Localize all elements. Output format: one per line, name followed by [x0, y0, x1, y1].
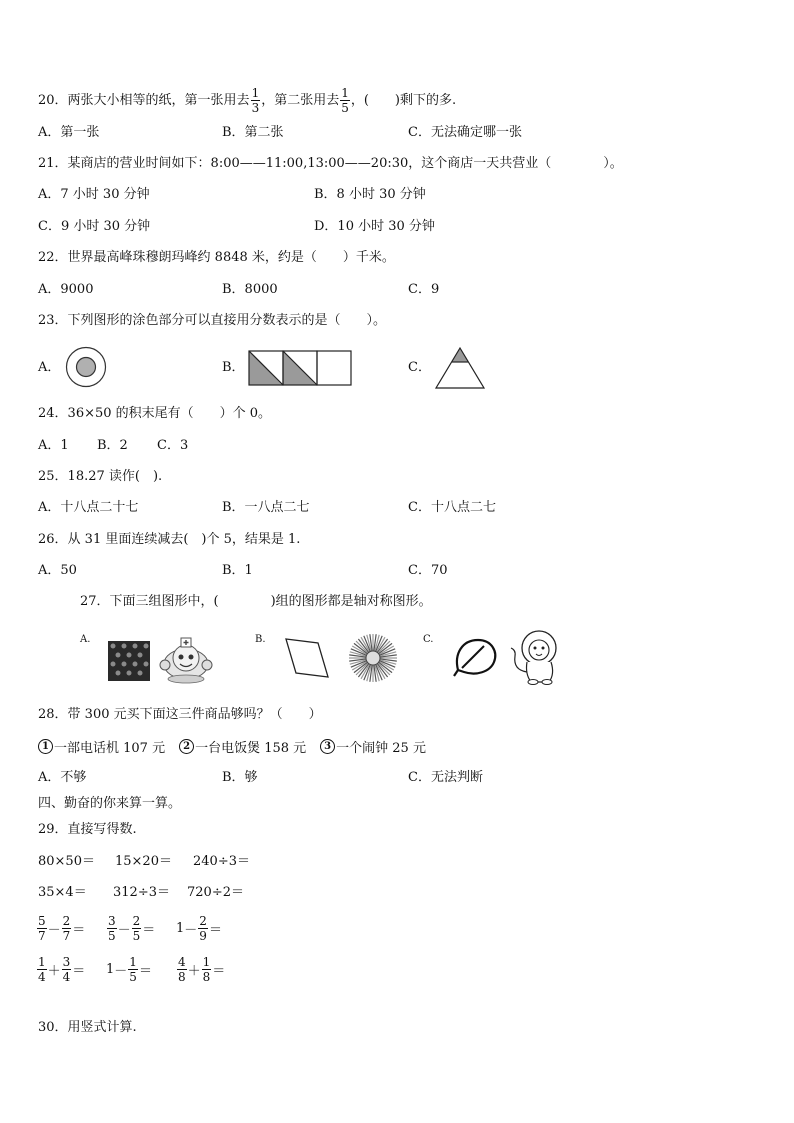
fraction-equation — [36, 914, 85, 943]
fraction — [202, 955, 212, 984]
fraction — [128, 955, 138, 984]
list-item — [179, 737, 306, 756]
question-24: 24．36×50 的积末尾有（ ）个 0。 — [38, 406, 272, 421]
equation: 240÷3＝ — [193, 854, 250, 869]
equation: 35×4＝ — [38, 885, 87, 900]
fraction-equation — [176, 914, 222, 943]
question-30: 30．用竖式计算. — [38, 1020, 137, 1035]
equals: ＝ — [138, 964, 152, 979]
fraction-equation — [106, 914, 155, 943]
option-c[interactable]: C．9 小时 30 分钟 — [38, 219, 151, 234]
group-c-label[interactable]: C. — [423, 634, 434, 645]
option-a-label[interactable]: A． — [38, 360, 61, 375]
denominator: 7 — [62, 929, 71, 943]
fraction — [340, 86, 350, 115]
question-20 — [38, 86, 456, 115]
equation: 720÷2＝ — [187, 885, 244, 900]
numerator: 2 — [62, 914, 71, 928]
item-list — [38, 737, 426, 756]
circled-number: 3 — [320, 739, 335, 754]
option-c-label[interactable]: C． — [408, 360, 431, 375]
equals: ＝ — [72, 923, 86, 938]
equation: 80×50＝ — [38, 854, 95, 869]
option-a[interactable]: A．9000 — [38, 282, 94, 297]
three-squares-figure[interactable] — [248, 350, 352, 386]
question-28: 28．带 300 元买下面这三件商品够吗？（ ） — [38, 707, 322, 722]
question-21: 21．某商店的营业时间如下：8:00——11:00,13:00——20:30，这个商店一天共营业（ ）。 — [38, 156, 623, 171]
circled-number: 2 — [179, 739, 194, 754]
numerator: 1 — [251, 86, 260, 100]
list-item — [38, 737, 165, 756]
question-text: 两张大小相等的纸，第一张用去 — [67, 93, 250, 108]
option-b[interactable]: B．2 — [97, 438, 128, 453]
numerator: 4 — [178, 955, 186, 969]
lion-image — [505, 628, 563, 686]
numerator: 3 — [62, 955, 71, 969]
numerator: 1 — [202, 955, 211, 969]
option-c[interactable]: C．十八点二七 — [408, 500, 496, 515]
item-text: 一台电饭煲 158 元 — [195, 741, 307, 756]
denominator: 5 — [108, 929, 116, 943]
item-text: 一部电话机 107 元 — [54, 741, 166, 756]
operator: － — [117, 923, 131, 938]
section-title: 四、勤奋的你来算一算。 — [38, 796, 182, 811]
option-b[interactable]: B．8 小时 30 分钟 — [314, 187, 426, 202]
fraction-equation — [176, 955, 225, 984]
option-a[interactable]: A．7 小时 30 分钟 — [38, 187, 150, 202]
numerator: 1 — [129, 955, 137, 969]
whole-number: 1 — [176, 921, 185, 936]
leaf-figure — [452, 636, 500, 678]
question-text: ，( )剩下的多. — [350, 93, 457, 108]
option-b[interactable]: B．第二张 — [222, 125, 284, 140]
equals: ＝ — [142, 923, 156, 938]
equation: 312÷3＝ — [113, 885, 170, 900]
cartoon-nurse-image — [155, 632, 217, 684]
whole-number: 1 — [106, 962, 115, 977]
denominator: 3 — [251, 101, 260, 115]
equation: 15×20＝ — [115, 854, 172, 869]
option-c[interactable]: C．无法确定哪一张 — [408, 125, 522, 140]
operator: ＋ — [47, 964, 61, 979]
list-item — [320, 737, 426, 756]
operator: － — [184, 923, 198, 938]
circled-number: 1 — [38, 739, 53, 754]
fraction — [37, 914, 47, 943]
denominator: 8 — [202, 970, 211, 984]
operator: ＋ — [187, 964, 201, 979]
fraction — [62, 955, 72, 984]
question-29: 29．直接写得数. — [38, 822, 137, 837]
question-22: 22．世界最高峰珠穆朗玛峰约 8848 米，约是（ ）千米。 — [38, 250, 395, 265]
numerator: 1 — [341, 86, 349, 100]
fraction — [198, 914, 208, 943]
rhombus-figure — [280, 635, 332, 681]
option-b[interactable]: B．够 — [222, 770, 258, 785]
option-a[interactable]: A．十八点二十七 — [38, 500, 139, 515]
option-a[interactable]: A．50 — [38, 563, 77, 578]
option-a[interactable]: A．1 — [38, 438, 69, 453]
option-a[interactable]: A．第一张 — [38, 125, 100, 140]
option-b-label[interactable]: B． — [222, 360, 245, 375]
option-c[interactable]: C．70 — [408, 563, 448, 578]
denominator: 8 — [178, 970, 186, 984]
question-26: 26．从 31 里面连续减去( )个 5，结果是 1. — [38, 532, 301, 547]
equals: ＝ — [208, 923, 222, 938]
fraction-equation — [106, 955, 152, 984]
triangle-figure[interactable] — [434, 346, 486, 390]
equals: ＝ — [212, 964, 226, 979]
numerator: 2 — [199, 914, 207, 928]
question-27: 27．下面三组图形中，( )组的图形都是轴对称图形。 — [80, 594, 432, 609]
denominator: 5 — [132, 929, 141, 943]
operator: － — [47, 923, 61, 938]
option-c[interactable]: C．无法判断 — [408, 770, 483, 785]
group-b-label[interactable]: B. — [255, 634, 266, 645]
denominator: 9 — [199, 929, 207, 943]
equals: ＝ — [72, 964, 86, 979]
item-text: 一个闹钟 25 元 — [336, 741, 426, 756]
numerator: 5 — [38, 914, 46, 928]
fraction — [177, 955, 187, 984]
fraction — [107, 914, 117, 943]
option-b[interactable]: B．一八点二七 — [222, 500, 310, 515]
question-23: 23．下列图形的涂色部分可以直接用分数表示的是（ ）。 — [38, 313, 387, 328]
patterned-square-image — [108, 641, 150, 681]
fraction — [62, 914, 72, 943]
numerator: 1 — [38, 955, 46, 969]
fraction — [37, 955, 47, 984]
option-d[interactable]: D．10 小时 30 分钟 — [314, 219, 435, 234]
fraction — [132, 914, 142, 943]
sunburst-figure — [347, 632, 399, 684]
question-25: 25．18.27 读作( ). — [38, 469, 163, 484]
option-c[interactable]: C．9 — [408, 282, 440, 297]
denominator: 5 — [129, 970, 137, 984]
group-a-label[interactable]: A. — [80, 634, 91, 645]
denominator: 7 — [38, 929, 46, 943]
option-b[interactable]: B．1 — [222, 563, 253, 578]
option-a[interactable]: A．不够 — [38, 770, 87, 785]
question-number: 20． — [38, 93, 68, 108]
numerator: 2 — [132, 914, 141, 928]
denominator: 4 — [38, 970, 46, 984]
denominator: 4 — [62, 970, 71, 984]
option-c[interactable]: C．3 — [157, 438, 189, 453]
numerator: 3 — [108, 914, 116, 928]
denominator: 5 — [341, 101, 349, 115]
fraction — [251, 86, 261, 115]
fraction-equation — [36, 955, 85, 984]
operator: － — [114, 964, 128, 979]
circle-figure[interactable] — [65, 346, 107, 388]
question-text: ，第二张用去 — [261, 93, 340, 108]
option-b[interactable]: B．8000 — [222, 282, 278, 297]
